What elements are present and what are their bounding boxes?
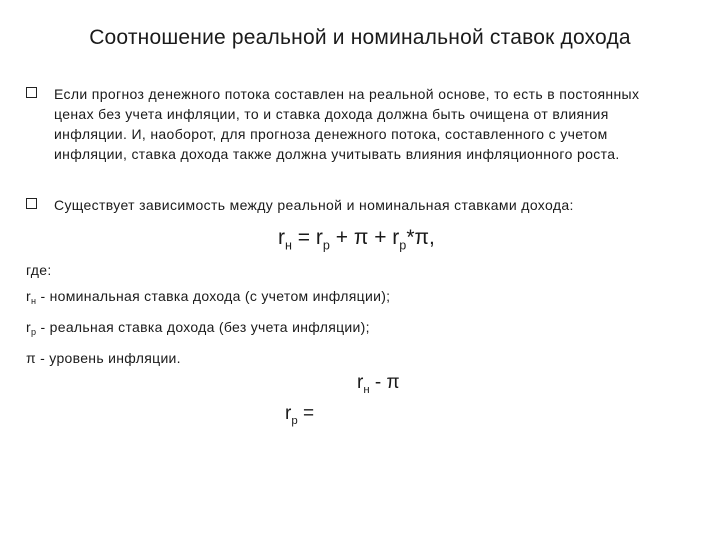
formula-plus: +	[368, 226, 393, 249]
formula-comma: ,	[429, 226, 435, 249]
formula-sub-p: р	[399, 238, 407, 253]
main-formula	[278, 226, 435, 253]
where-label: где:	[26, 262, 52, 278]
formula-sub-p: р	[322, 238, 330, 253]
bullet-1-text: Если прогноз денежного потока составлен на реальной основе, то есть в постоянных ценах без учета инфляции, то и ставка дохода должна быть очищена от влияния инфляции. И, наоборот, для прогноза денежного потока, составленного с учетом инфляции, ставка дохода также должна учитывать влияния инфляционного роста.	[54, 86, 640, 162]
def-rp-text: - реальная ставка дохода (без учета инфляции);	[36, 319, 370, 336]
formula-sub-n: н	[285, 238, 292, 253]
def-rn-text: - номинальная ставка дохода (с учетом инфляции);	[36, 288, 391, 304]
formula-pi: π	[353, 226, 369, 249]
def-rn: $r_н$ - номинальная ставка дохода (с учетом инфляции);	[26, 288, 391, 307]
formula-r: r	[278, 226, 285, 249]
definitions	[26, 257, 390, 371]
checkbox-bullet-icon	[26, 198, 37, 209]
fraction-numerator: $r_н$ - π	[357, 372, 400, 397]
slide-title: Соотношение реальной и номинальной ставок дохода	[89, 26, 631, 49]
formula-plus: +	[329, 226, 354, 249]
bullet-1	[26, 84, 676, 164]
formula-r: r	[315, 226, 323, 249]
def-pi: π - уровень инфляции.	[26, 350, 181, 367]
formula-pi: π	[414, 226, 429, 249]
bullet-2-text: Существует зависимость между реальной и номинальная ставками дохода:	[54, 197, 574, 213]
formula-eq: =	[291, 226, 316, 249]
formula-r: r	[392, 226, 400, 249]
def-rp: $r_р$ - реальная ставка дохода (без учета инфляции);	[26, 319, 370, 338]
bullet-2	[26, 195, 676, 215]
def-pi-text: - уровень инфляции.	[35, 350, 181, 367]
formula-star: *	[406, 226, 415, 249]
checkbox-bullet-icon	[26, 87, 37, 98]
fraction-lhs: $r_р$ =	[285, 403, 315, 428]
